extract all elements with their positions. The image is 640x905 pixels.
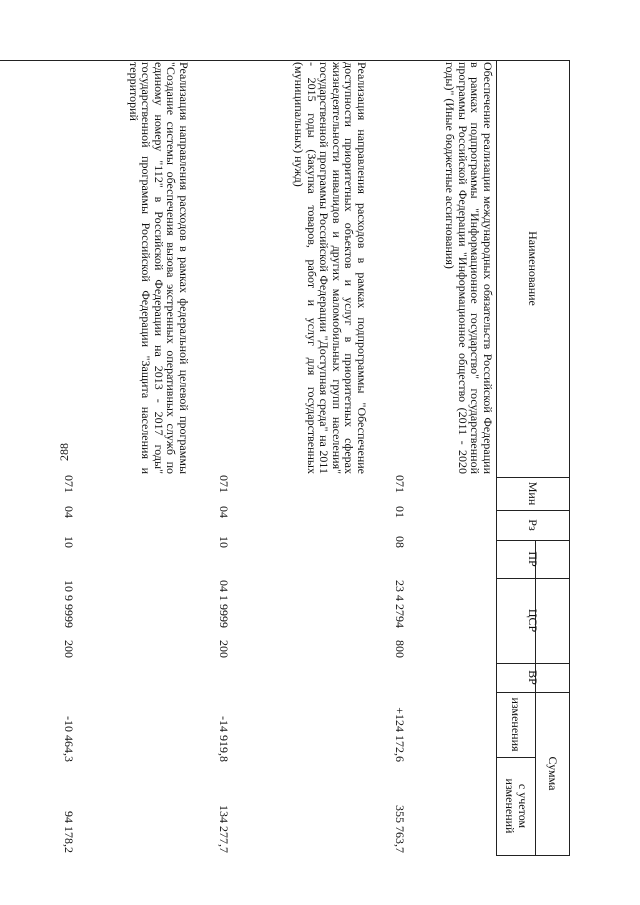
row-3-changes: -10 464,3: [62, 716, 76, 762]
header-with-changes: с учетом изменений: [503, 778, 530, 834]
row-1-changes: +124 172,6: [393, 707, 407, 762]
row-2-with-changes: 134 277,7: [217, 805, 231, 853]
header-summa: Сумма: [546, 756, 561, 791]
row-3-min: 071: [62, 475, 76, 493]
header-changes: изменения: [509, 697, 524, 752]
row-3-name: Реализация направления расходов в рамках федеральной целевой программы "Создание системы обеспечения вызова экстренных оперативных служб по единому номеру "112" в Российской Федерации на 2013 - 2017 годы" государственной программы Российской Федерации "Защита населения и территорий: [126, 62, 191, 474]
header-min: Мин: [526, 481, 541, 506]
row-1-vr: 800: [393, 640, 407, 658]
row-3-rz: 04: [62, 506, 76, 518]
header-vr: ВР: [526, 670, 541, 685]
row-1-pr: 08: [393, 536, 407, 548]
row-2-name: Реализация направления расходов в рамках подпрограммы "Обеспечение доступности приоритетных объектов и услуг в приоритетных сферах жизнедеятельности инвалидов и других маломобильных групп населения" государственной программы Российской Федерации "Доступная среда" на 2011 - 2015 годы (Закупка товаров, работ и услуг для государственных (муниципальных) нужд): [292, 62, 369, 474]
row-1-csr: 23 4 2794: [393, 580, 407, 628]
page-number: 288: [57, 443, 71, 461]
row-3-csr: 10 9 9999: [62, 580, 76, 628]
row-3-vr: 200: [62, 640, 76, 658]
row-2-vr: 200: [217, 640, 231, 658]
header-pr: ПР: [526, 551, 541, 567]
row-1-rz: 01: [393, 506, 407, 518]
row-1-min: 071: [393, 475, 407, 493]
row-1-with-changes: 355 763,7: [393, 805, 407, 853]
row-2-csr: 04 1 9999: [217, 580, 231, 628]
row-2-changes: -14 919,8: [217, 716, 231, 762]
header-name: Наименование: [526, 231, 541, 306]
row-2-min: 071: [217, 475, 231, 493]
row-3-pr: 10: [62, 536, 76, 548]
row-1-name: Обеспечение реализации международных обязательств Российской Федерации в рамках подпрограммы "Информационное государство" государственной программы Российской Федерации "Информационное общество (2011 - 2020 годы)" (Иные бюджетные ассигнования): [443, 62, 495, 474]
header-csr: ЦСР: [526, 608, 541, 633]
row-2-rz: 04: [217, 506, 231, 518]
header-rz: Рз: [526, 519, 541, 531]
row-3-with-changes: 94 178,2: [62, 811, 76, 853]
row-2-pr: 10: [217, 536, 231, 548]
